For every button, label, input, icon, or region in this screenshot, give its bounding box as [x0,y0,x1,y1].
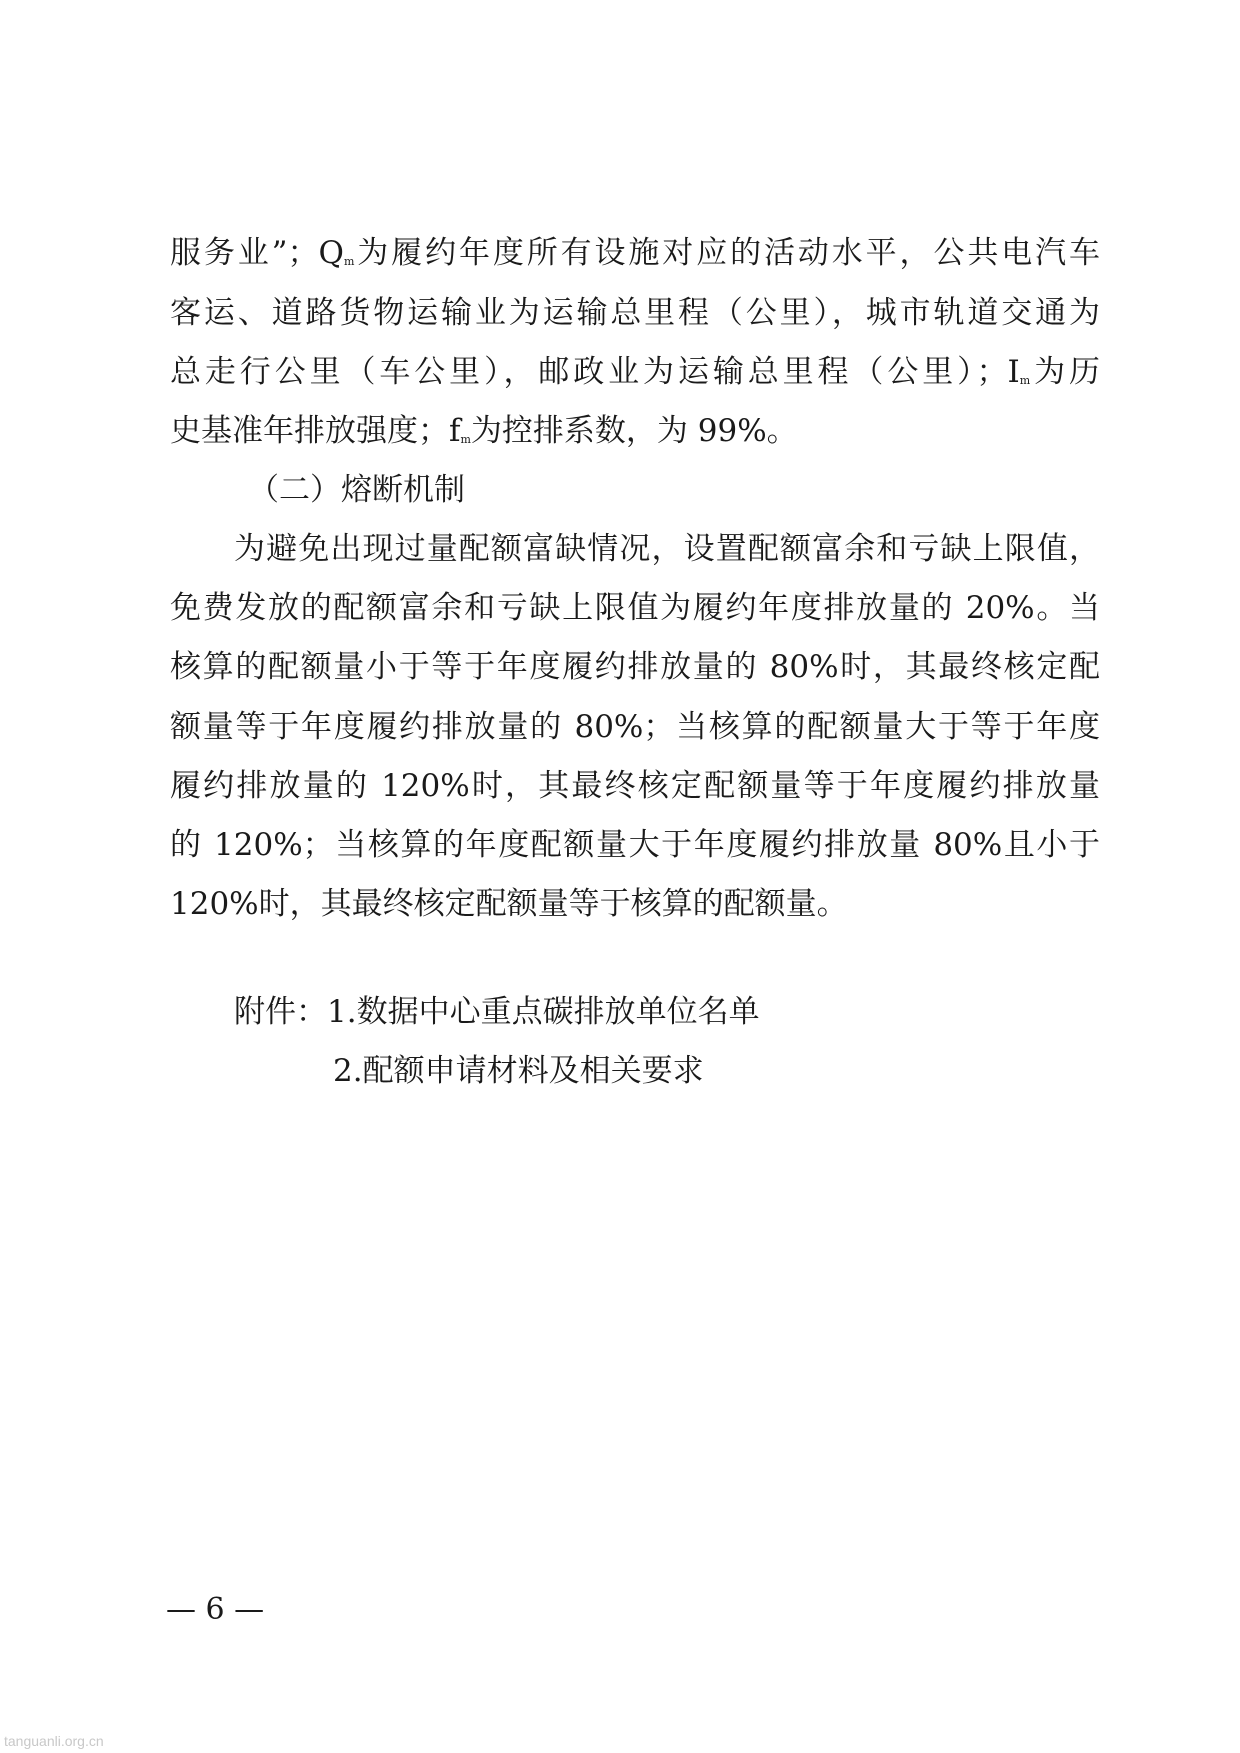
text-segment: 为履约年度所有设施对应的活动水平，公共电汽车 [354,235,1101,271]
paragraph-2-line-6: 的 120%；当核算的年度配额量大于年度履约排放量 80%且小于 [170,827,1100,863]
paragraph-1-line-1 [170,235,1101,271]
paragraph-2-line-2: 免费发放的配额富余和亏缺上限值为履约年度排放量的 20%。当 [170,590,1100,626]
subscript: m [343,255,355,268]
paragraph-2-line-1: 为避免出现过量配额富缺情况，设置配额富余和亏缺上限值， [234,531,1100,567]
text-segment: 为控排系数，为 99%。 [470,413,798,449]
paragraph-2-line-3: 核算的配额量小于等于年度履约排放量的 80%时，其最终核定配 [170,649,1100,685]
attachment-item-1 [234,994,760,1030]
subscript: m [460,433,471,446]
text-segment: 史基准年排放强度；f [170,413,461,449]
watermark: tanguanli.org.cn [4,1733,104,1749]
text-segment: 总走行公里（车公里），邮政业为运输总里程（公里）；I [170,354,1020,390]
text-segment: 为历 [1030,354,1100,390]
subscript: m [1019,374,1031,387]
paragraph-1-line-2: 客运、道路货物运输业为运输总里程（公里），城市轨道交通为 [170,295,1100,331]
paragraph-1-line-3 [170,354,1100,390]
page-number: — 6 — [166,1592,265,1627]
paragraph-2-line-4: 额量等于年度履约排放量的 80%；当核算的配额量大于等于年度 [170,709,1100,745]
text-segment: 服务业”；Q [170,235,344,271]
attachment-item-2: 2.配额申请材料及相关要求 [333,1053,704,1089]
paragraph-2-line-5: 履约排放量的 120%时，其最终核定配额量等于年度履约排放量 [170,768,1100,804]
paragraph-2-line-7: 120%时，其最终核定配额量等于核算的配额量。 [170,886,848,922]
attachment-text: 1.数据中心重点碳排放单位名单 [327,994,760,1030]
paragraph-1-line-4 [170,413,1100,449]
section-heading: （二）熔断机制 [248,472,465,508]
attachment-label: 附件： [234,994,327,1030]
